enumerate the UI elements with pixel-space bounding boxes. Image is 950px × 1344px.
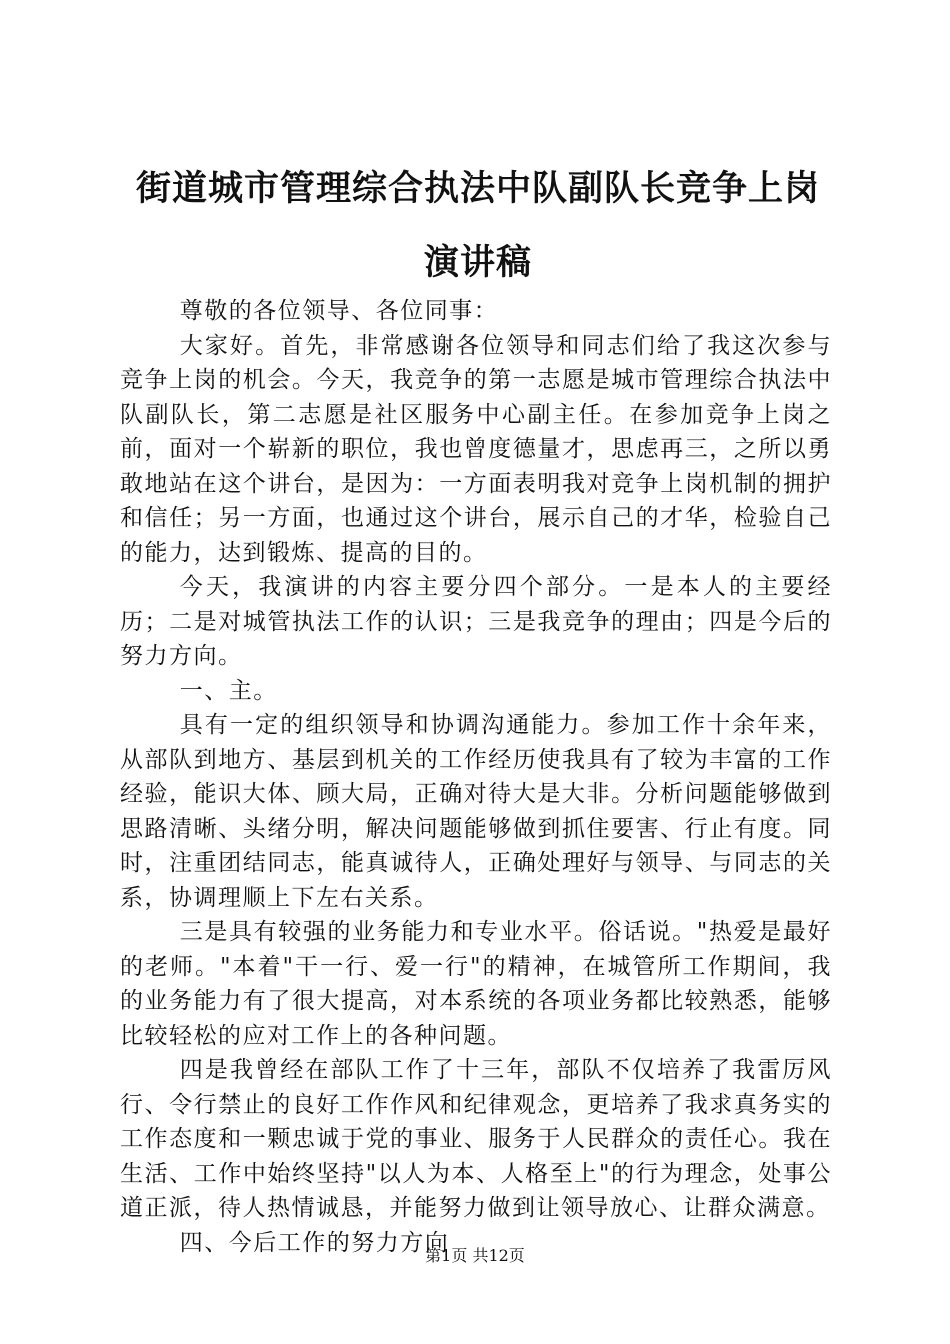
section-heading-1: 一、主。: [179, 677, 278, 704]
section-heading-4: 四、今后工作的努力方向: [179, 1229, 450, 1256]
paragraph-opening: 大家好。首先，非常感谢各位领导和同志们给了我这次参与竞争上岗的机会。今天，我竞争的第一志愿是城市管理综合执法中队副队长，第二志愿是社区服务中心副主任。在参加竞争上岗之前，面对一个崭新的职位，我也曾度德量才，思虑再三，之所以勇敢地站在这个讲台，是因为：一方面表明我对竞争上岗机制的拥护和信任；另一方面，也通过这个讲台，展示自己的才华，检验自己的能力，达到锻炼、提高的目的。: [120, 332, 832, 566]
document-title: 街道城市管理综合执法中队副队长竞争上岗演讲稿: [135, 169, 820, 283]
paragraph-salutation: 尊敬的各位领导、各位同事：: [179, 298, 499, 324]
paragraph-outline: 今天，我演讲的内容主要分四个部分。一是本人的主要经历；二是对城管执法工作的认识；三是我竞争的理由；四是今后的努力方向。: [120, 574, 832, 669]
paragraph-military: 四是我曾经在部队工作了十三年，部队不仅培养了我雷厉风行、令行禁止的良好工作作风和纪律观念，更培养了我求真务实的工作态度和一颗忠诚于党的事业、服务于人民群众的责任心。我在生活、工作中始终坚持"以人为本、人格至上"的行为理念，处事公道正派，待人热情诚恳，并能努力做到让领导放心、让群众满意。: [120, 1057, 832, 1221]
document-body: [120, 294, 832, 1260]
paragraph-leadership: 具有一定的组织领导和协调沟通能力。参加工作十余年来，从部队到地方、基层到机关的工作经历使我具有了较为丰富的工作经验，能识大体、顾大局，正确对待大是大非。分析问题能够做到思路清晰、头绪分明，解决问题能够做到抓住要害、行止有度。同时，注重团结同志，能真诚待人，正确处理好与领导、与同志的关系，协调理顺上下左右关系。: [120, 712, 832, 911]
paragraph-professional: 三是具有较强的业务能力和专业水平。俗话说。"热爱是最好的老师。"本着"干一行、爱一行"的精神，在城管所工作期间，我的业务能力有了很大提高，对本系统的各项业务都比较熟悉，能够比较轻松的应对工作上的各种问题。: [120, 919, 832, 1049]
page-footer: 第1页 共12页: [425, 1246, 525, 1265]
